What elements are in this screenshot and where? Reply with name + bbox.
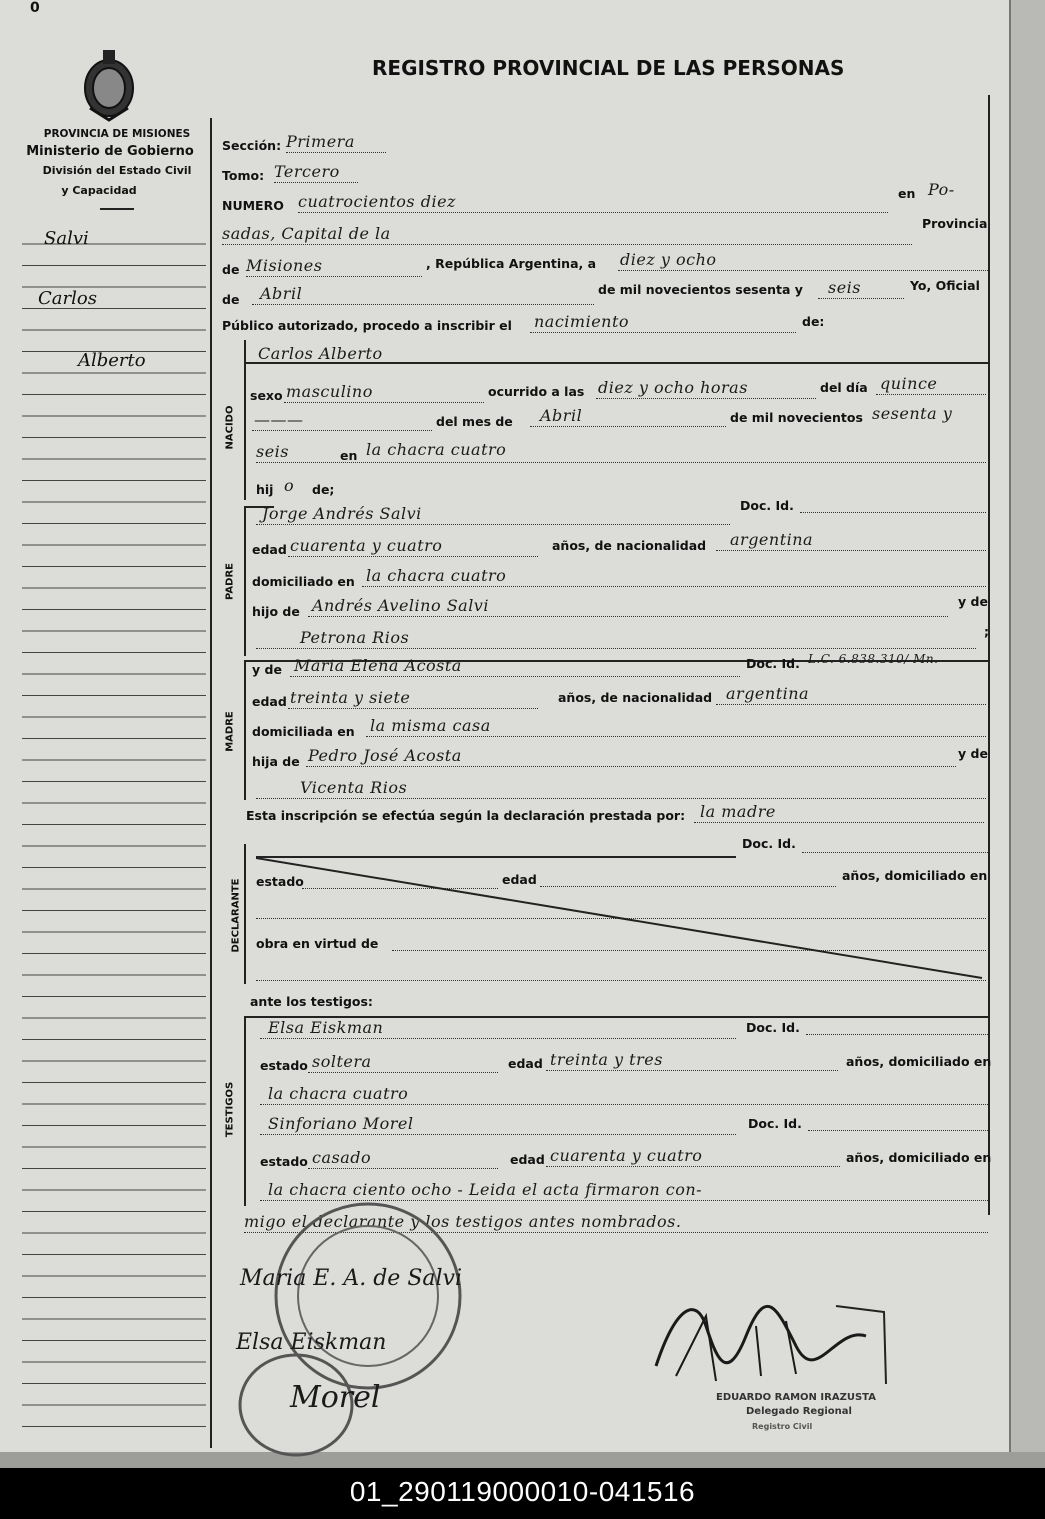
dots bbox=[596, 398, 816, 399]
dots bbox=[530, 426, 726, 427]
label-mil-novecientos: de mil novecientos sesenta y bbox=[598, 282, 803, 297]
dots bbox=[256, 798, 986, 799]
value-padre: Jorge Andrés Salvi bbox=[262, 504, 422, 523]
value-provincia: Misiones bbox=[246, 256, 323, 275]
label-estado-t1: estado bbox=[260, 1058, 308, 1073]
value-sexo: masculino bbox=[286, 382, 373, 401]
corner-mark: 0 bbox=[30, 0, 40, 16]
label-semicolon: ; bbox=[984, 624, 989, 639]
dots bbox=[800, 512, 986, 513]
value-fecha-mes: Abril bbox=[260, 284, 303, 303]
value-seccion: Primera bbox=[286, 132, 355, 151]
dots bbox=[252, 304, 594, 305]
margin-name-1: Carlos bbox=[38, 288, 97, 309]
dots bbox=[260, 1038, 736, 1039]
signature-mother: Maria E. A. de Salvi bbox=[240, 1266, 463, 1291]
margin-divider bbox=[210, 118, 212, 1448]
dots bbox=[546, 1070, 838, 1071]
dots bbox=[808, 1130, 988, 1131]
label-provincia: Provincia bbox=[922, 216, 988, 231]
value-hijo-suffix: o bbox=[284, 476, 295, 495]
value-abuela-p: Petrona Rios bbox=[300, 628, 410, 647]
label-domiciliado-padre: domiciliado en bbox=[252, 574, 355, 589]
dots bbox=[362, 586, 986, 587]
value-declarante: la madre bbox=[700, 802, 776, 821]
label-publico: Público autorizado, procedo a inscribir el bbox=[222, 318, 512, 333]
value-cierre-1: la chacra ciento ocho - Leida el acta firmaron con- bbox=[268, 1180, 703, 1199]
value-padre-dom: la chacra cuatro bbox=[366, 566, 507, 585]
label-anos-dom-t1: años, domiciliado en bbox=[846, 1054, 992, 1069]
dots bbox=[802, 852, 988, 853]
label-anos-dom-t2: años, domiciliado en bbox=[846, 1150, 992, 1165]
value-t2-edad: cuarenta y cuatro bbox=[550, 1146, 703, 1165]
dots bbox=[818, 298, 904, 299]
label-en: en bbox=[898, 186, 916, 201]
dots bbox=[366, 736, 986, 737]
label-estado-t2: estado bbox=[260, 1154, 308, 1169]
label-de-semi: de; bbox=[312, 482, 335, 497]
section-declarante: DECLARANTE bbox=[230, 878, 242, 953]
margin-surname: Salvi bbox=[44, 228, 89, 249]
value-numero: cuatrocientos diez bbox=[298, 192, 456, 211]
dots bbox=[694, 822, 984, 823]
label-y-de-padre: y de bbox=[958, 594, 988, 609]
value-fecha-dia: diez y ocho bbox=[620, 250, 717, 269]
dots bbox=[530, 332, 796, 333]
value-tomo: Tercero bbox=[274, 162, 340, 181]
dots bbox=[256, 648, 976, 649]
division-label: División del Estado Civil bbox=[42, 164, 192, 177]
label-republica: , República Argentina, a bbox=[426, 256, 597, 271]
label-hij: hij bbox=[256, 482, 274, 497]
value-hora: diez y ocho horas bbox=[598, 378, 748, 397]
label-doc-id-madre: Doc. Id. bbox=[746, 656, 800, 671]
signature-officer bbox=[636, 1286, 896, 1406]
right-border bbox=[988, 95, 990, 1215]
dots bbox=[274, 182, 358, 183]
dots bbox=[256, 980, 986, 981]
stamp-officer-office: Registro Civil bbox=[752, 1422, 813, 1431]
dots bbox=[306, 766, 956, 767]
value-acto: nacimiento bbox=[534, 312, 630, 331]
value-madre-dom: la misma casa bbox=[370, 716, 491, 735]
value-t2-estado: casado bbox=[312, 1148, 372, 1167]
cancel-stroke bbox=[256, 856, 986, 980]
dots bbox=[288, 708, 538, 709]
dots bbox=[546, 1166, 840, 1167]
page-edge bbox=[1009, 0, 1045, 1468]
divider bbox=[100, 208, 134, 210]
dots bbox=[288, 556, 538, 557]
dots bbox=[806, 1034, 988, 1035]
label-y-de-madre: y de bbox=[252, 662, 282, 677]
archive-code: 01_290119000010-041516 bbox=[0, 1468, 1045, 1519]
dots bbox=[286, 152, 386, 153]
signature-witness-1: Elsa Eiskman bbox=[236, 1330, 387, 1355]
value-anio: sesenta y bbox=[872, 404, 953, 423]
dots bbox=[256, 462, 986, 463]
section-nacido: NACIDO bbox=[224, 405, 236, 450]
label-estado-declarante: estado bbox=[256, 874, 304, 889]
label-edad-padre: edad bbox=[252, 542, 287, 557]
dots bbox=[716, 550, 986, 551]
value-madre-edad: treinta y siete bbox=[290, 688, 411, 707]
section-bracket bbox=[244, 660, 246, 800]
dots bbox=[290, 676, 740, 677]
label-edad-t2: edad bbox=[510, 1152, 545, 1167]
value-cierre-2: migo el declarante y los testigos antes nombrados. bbox=[244, 1212, 682, 1231]
value-t1-edad: treinta y tres bbox=[550, 1050, 663, 1069]
label-del-mes: del mes de bbox=[436, 414, 513, 429]
stamp-officer-title: Delegado Regional bbox=[746, 1406, 852, 1417]
ministry-label: Ministerio de Gobierno bbox=[26, 144, 194, 159]
label-obra: obra en virtud de bbox=[256, 936, 379, 951]
label-de: de bbox=[222, 262, 240, 277]
value-t1-estado: soltera bbox=[312, 1052, 372, 1071]
label-anos-nac-madre: años, de nacionalidad bbox=[558, 690, 713, 705]
label-hijo-de: hijo de bbox=[252, 604, 300, 619]
value-lugar: la chacra cuatro bbox=[366, 440, 507, 459]
dots bbox=[308, 1072, 498, 1073]
value-dia-dash: ——— bbox=[254, 410, 304, 429]
coat-of-arms-icon bbox=[78, 48, 140, 122]
dots bbox=[284, 402, 484, 403]
value-testigo-2: Sinforiano Morel bbox=[268, 1114, 414, 1133]
value-dia: quince bbox=[880, 374, 938, 393]
section-padre: PADRE bbox=[224, 563, 236, 600]
value-madre: Maria Elena Acosta bbox=[294, 656, 462, 675]
dots bbox=[222, 244, 912, 245]
value-en: Po- bbox=[928, 180, 955, 199]
value-testigo-1: Elsa Eiskman bbox=[268, 1018, 384, 1037]
dots bbox=[716, 704, 986, 705]
value-padre-nac: argentina bbox=[730, 530, 814, 549]
dots bbox=[308, 616, 948, 617]
label-hija-de: hija de bbox=[252, 754, 300, 769]
value-t1-dom: la chacra cuatro bbox=[268, 1084, 409, 1103]
label-declaracion: Esta inscripción se efectúa según la declaración prestada por: bbox=[246, 808, 686, 823]
page-bottom-edge bbox=[0, 1452, 1045, 1468]
label-anos-dom-declarante: años, domiciliado en bbox=[842, 868, 988, 883]
margin-name-2: Alberto bbox=[78, 350, 146, 371]
label-edad-t1: edad bbox=[508, 1056, 543, 1071]
value-fecha-anio: seis bbox=[828, 278, 862, 297]
value-city: sadas, Capital de la bbox=[222, 224, 391, 243]
label-yo-oficial: Yo, Oficial bbox=[910, 278, 980, 293]
section-bracket bbox=[244, 340, 246, 500]
section-testigos: TESTIGOS bbox=[224, 1081, 236, 1138]
value-abuelo-m: Pedro José Acosta bbox=[308, 746, 462, 765]
label-domiciliada: domiciliada en bbox=[252, 724, 355, 739]
value-padre-edad: cuarenta y cuatro bbox=[290, 536, 443, 555]
label-ante: ante los testigos: bbox=[250, 994, 373, 1009]
label-en-lugar: en bbox=[340, 448, 358, 463]
province-label: PROVINCIA DE MISIONES bbox=[43, 128, 191, 140]
label-seccion: Sección: bbox=[222, 138, 282, 153]
value-mes: Abril bbox=[540, 406, 583, 425]
dots bbox=[298, 212, 888, 213]
value-abuelo-p: Andrés Avelino Salvi bbox=[312, 596, 489, 615]
margin-ruling bbox=[22, 240, 208, 1440]
label-y-de-madre-2: y de bbox=[958, 746, 988, 761]
dots bbox=[260, 1104, 988, 1105]
section-bracket bbox=[244, 844, 246, 984]
label-ocurrido: ocurrido a las bbox=[488, 384, 585, 399]
section-bracket bbox=[244, 1016, 246, 1206]
label-mil-nov: de mil novecientos bbox=[730, 410, 863, 425]
label-edad-declarante: edad bbox=[502, 872, 537, 887]
label-de-2: de bbox=[222, 292, 240, 307]
label-numero: NUMERO bbox=[222, 198, 284, 213]
value-nombre: Carlos Alberto bbox=[258, 344, 383, 363]
label-doc-id-padre: Doc. Id. bbox=[740, 498, 794, 513]
section-bracket bbox=[244, 506, 246, 656]
label-del-dia: del día bbox=[820, 380, 868, 395]
label-de-colon: de: bbox=[802, 314, 825, 329]
dots bbox=[876, 394, 986, 395]
section-madre: MADRE bbox=[224, 711, 236, 752]
dots bbox=[308, 1168, 498, 1169]
value-madre-nac: argentina bbox=[726, 684, 810, 703]
dots bbox=[260, 1134, 736, 1135]
dots bbox=[618, 270, 988, 271]
dots bbox=[252, 430, 432, 431]
label-doc-id-t1: Doc. Id. bbox=[746, 1020, 800, 1035]
dots bbox=[256, 524, 730, 525]
rule bbox=[244, 362, 988, 364]
value-abuela-m: Vicenta Rios bbox=[300, 778, 408, 797]
label-anos-nac-padre: años, de nacionalidad bbox=[552, 538, 707, 553]
stamp-officer-name: EDUARDO RAMON IRAZUSTA bbox=[716, 1392, 876, 1403]
label-doc-id-declarante: Doc. Id. bbox=[742, 836, 796, 851]
value-anio-2: seis bbox=[256, 442, 290, 461]
signature-witness-2: Morel bbox=[290, 1380, 381, 1415]
label-tomo: Tomo: bbox=[222, 168, 265, 183]
label-doc-id-t2: Doc. Id. bbox=[748, 1116, 802, 1131]
label-sexo: sexo bbox=[250, 388, 283, 403]
division-label-2: y Capacidad bbox=[61, 184, 137, 197]
page-title: REGISTRO PROVINCIAL DE LAS PERSONAS bbox=[372, 56, 845, 80]
value-madre-doc: L.C. 6.838.310/ Mn. bbox=[808, 652, 939, 666]
label-edad-madre: edad bbox=[252, 694, 287, 709]
dots bbox=[246, 276, 422, 277]
